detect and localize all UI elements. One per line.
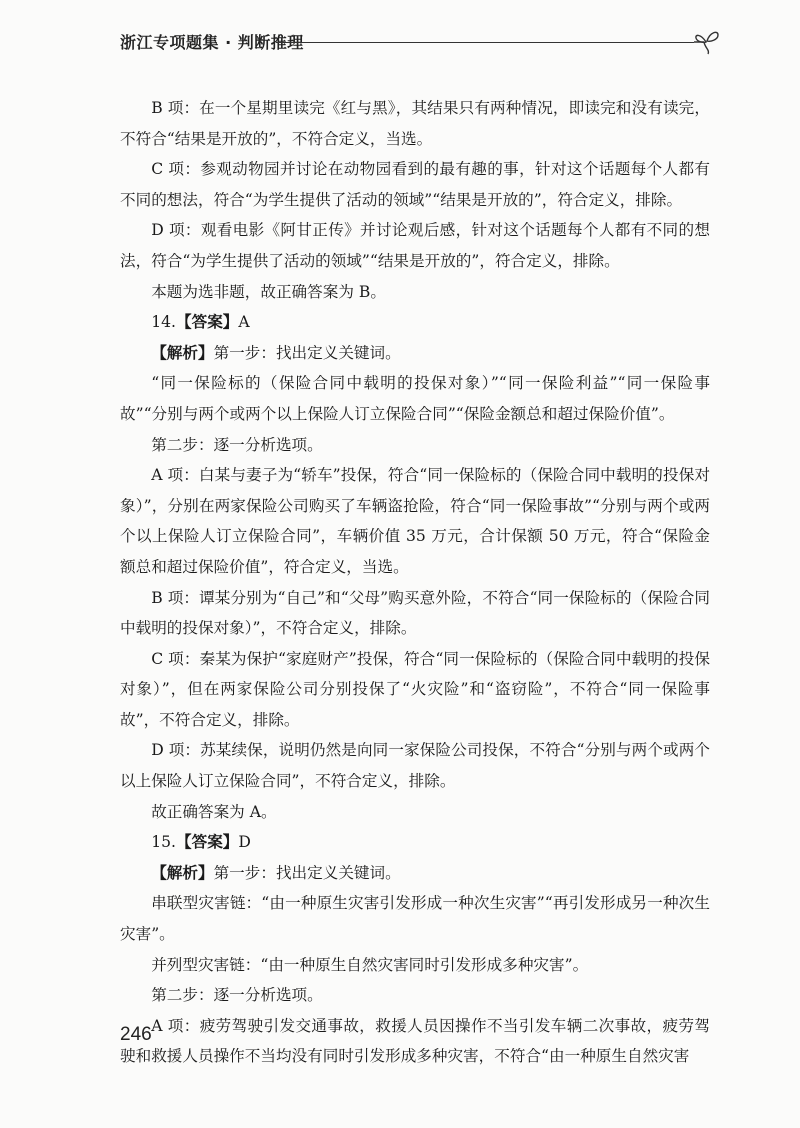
q15-answer-label: 【答案】 bbox=[176, 832, 239, 852]
q14-keywords: “同一保险标的（保险合同中载明的投保对象）”“同一保险利益”“同一保险事故”“分别与两个或两个以上保险人订立保险合同”“保险金额总和超过保险价值”。 bbox=[120, 374, 710, 423]
q14-answer: A bbox=[238, 313, 250, 332]
q14-answer-label: 【答案】 bbox=[176, 312, 239, 332]
book-title: 浙江专项题集 · 判断推理 bbox=[120, 33, 304, 52]
paragraph-conclusion: 本题为选非题，故正确答案为 B。 bbox=[151, 282, 386, 301]
q15-analysis-line bbox=[120, 858, 710, 889]
q15-step2: 第二步：逐一分析选项。 bbox=[151, 986, 323, 1005]
q14-step2: 第二步：逐一分析选项。 bbox=[151, 435, 323, 454]
q15-option-a: A 项：疲劳驾驶引发交通事故，救援人员因操作不当引发车辆二次事故，疲劳驾驶和救援人员操作不当均没有同时引发形成多种灾害，不符合“由一种原生自然灾害 bbox=[120, 1016, 710, 1066]
q15-step1: 第一步：找出定义关键词。 bbox=[213, 863, 401, 882]
q15-answer: D bbox=[238, 833, 251, 852]
header-rule bbox=[276, 42, 694, 43]
q14-answer-line bbox=[120, 307, 710, 338]
page-body bbox=[120, 93, 710, 1072]
q14-number: 14. bbox=[151, 313, 176, 332]
paragraph-option-b: B 项：在一个星期里读完《红与黑》，其结果只有两种情况，即读完和没有读完，不符合“结果是开放的”，不符合定义，当选。 bbox=[120, 99, 710, 148]
paragraph-option-c: C 项：参观动物园并讨论在动物园看到的最有趣的事，针对这个话题每个人都有不同的想法，符合“为学生提供了活动的领域”“结果是开放的”，符合定义，排除。 bbox=[120, 160, 710, 209]
q15-answer-line bbox=[120, 827, 710, 858]
q14-step1: 第一步：找出定义关键词。 bbox=[213, 343, 401, 362]
q14-analysis-label: 【解析】 bbox=[151, 342, 214, 362]
q14-analysis-line bbox=[120, 338, 710, 369]
running-header bbox=[120, 26, 720, 60]
q14-option-a: A 项：白某与妻子为“轿车”投保，符合“同一保险标的（保险合同中载明的投保对象）”，分别在两家保险公司购买了车辆盗抢险，符合“同一保险事故”“分别与两个或两个以上保险人订立保险合同”，车辆价值 35 万元，合计保额 50 万元，符合“保险金额总和超过保险价值”，符合定义，当选。 bbox=[120, 466, 710, 576]
q14-option-c: C 项：秦某为保护“家庭财产”投保，符合“同一保险标的（保险合同中载明的投保对象）”，但在两家保险公司分别投保了“火灾险”和“盗窃险”，不符合“同一保险事故”，不符合定义，排除。 bbox=[120, 649, 710, 729]
sprout-icon bbox=[692, 26, 722, 56]
q15-serial-chain: 串联型灾害链：“由一种原生灾害引发形成一种次生灾害”“再引发形成另一种次生灾害”。 bbox=[120, 894, 710, 944]
q14-option-b: B 项：谭某分别为“自己”和“父母”购买意外险，不符合“同一保险标的（保险合同中载明的投保对象）”，不符合定义，排除。 bbox=[120, 588, 710, 638]
q15-parallel-chain: 并列型灾害链：“由一种原生自然灾害同时引发形成多种灾害”。 bbox=[151, 955, 589, 974]
q15-number: 15. bbox=[151, 833, 176, 852]
q14-conclusion: 故正确答案为 A。 bbox=[151, 802, 277, 821]
page-number: 246 bbox=[120, 1024, 152, 1045]
paragraph-option-d: D 项：观看电影《阿甘正传》并讨论观后感，针对这个话题每个人都有不同的想法，符合“为学生提供了活动的领域”“结果是开放的”，符合定义，排除。 bbox=[120, 221, 710, 270]
q14-option-d: D 项：苏某续保，说明仍然是向同一家保险公司投保，不符合“分别与两个或两个以上保险人订立保险合同”，不符合定义，排除。 bbox=[120, 741, 710, 791]
q15-analysis-label: 【解析】 bbox=[151, 862, 214, 882]
